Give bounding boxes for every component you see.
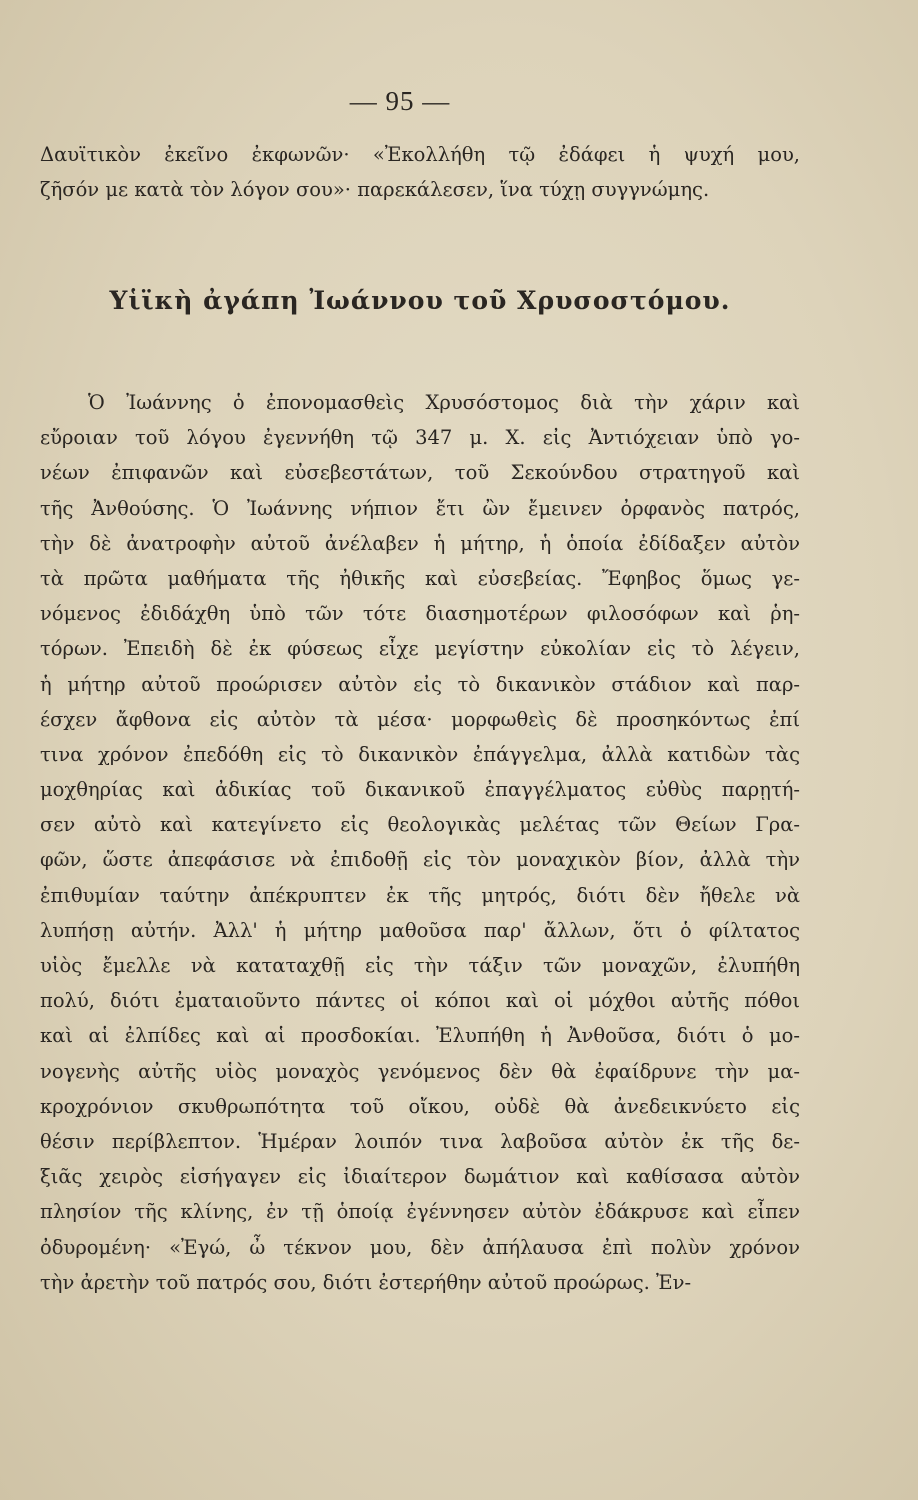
text-line: θέσιν περίβλεπτον. Ἡμέραν λοιπόν τινα λαβοῦσα αὐτὸν ἐκ τῆς δε- [40,1129,800,1153]
text-line: υἱὸς ἔμελλε νὰ καταταχθῇ εἰς τὴν τάξιν τῶν μοναχῶν, ἐλυπήθη [40,954,800,977]
text-line: νέων ἐπιφανῶν καὶ εὐσεβεστάτων, τοῦ Σεκούνδου στρατηγοῦ καὶ [40,461,800,485]
text-line: εὔροιαν τοῦ λόγου ἐγεννήθη τῷ 347 μ. Χ. εἰς Ἀντιόχειαν ὑπὸ γο- [40,426,800,450]
page-number: — 95 — [349,86,451,116]
text-line: τὴν ἀρετὴν τοῦ πατρός σου, διότι ἐστερήθην αὐτοῦ προώρως. Ἐν- [40,1270,692,1294]
text-line: ἡ μήτηρ αὐτοῦ προώρισεν αὐτὸν εἰς τὸ δικανικὸν στάδιον καὶ παρ- [40,672,800,696]
text-line: έσχεν ἄφθονα εἰς αὐτὸν τὰ μέσα· μορφωθεὶς δὲ προσηκόντως ἐπί [40,707,800,731]
text-line: λυπήσῃ αὐτήν. Ἀλλ' ἡ μήτηρ μαθοῦσα παρ' ἄλλων, ὅτι ὁ φίλτατος [40,918,800,942]
text-line: ἐπιθυμίαν ταύτην ἀπέκρυπτεν ἐκ τῆς μητρός, διότι δὲν ἤθελε νὰ [40,883,800,907]
continuation-paragraph [40,137,800,207]
section-heading: Υἱϊκὴ ἀγάπη Ἰωάννου τοῦ Χρυσοστόμου. [109,286,731,315]
body-paragraph [40,385,800,1300]
text-line: τὴν δὲ ἀνατροφὴν αὐτοῦ ἀνέλαβεν ἡ μήτηρ, ἡ ὁποία ἐδίδαξεν αὐτὸν [40,531,800,555]
text-line: φῶν, ὥστε ἀπεφάσισε νὰ ἐπιδοθῇ εἰς τὸν μοναχικὸν βίον, ἀλλὰ τὴν [40,848,800,872]
text-line: νόμενος ἐδιδάχθη ὑπὸ τῶν τότε διασημοτέρων φιλοσόφων καὶ ῥη- [40,602,800,626]
text-line: μοχθηρίας καὶ ἀδικίας τοῦ δικανικοῦ ἐπαγγέλματος εὐθὺς παρῃτή- [40,778,800,802]
text-line: τὰ πρῶτα μαθήματα τῆς ἠθικῆς καὶ εὐσεβείας. Ἔφηβος ὅμως γε- [40,566,800,590]
text-line: τινα χρόνον ἐπεδόθη εἰς τὸ δικανικὸν ἐπάγγελμα, ἀλλὰ κατιδὼν τὰς [40,742,800,766]
text-line: καὶ αἱ ἐλπίδες καὶ αἱ προσδοκίαι. Ἐλυπήθη ἡ Ἀνθοῦσα, διότι ὁ μο- [40,1024,800,1048]
text-line: πλησίον τῆς κλίνης, ἐν τῇ ὁποίᾳ ἐγέννησεν αὐτὸν ἐδάκρυσε καὶ εἶπεν [40,1200,800,1224]
text-line: σεν αὐτὸ καὶ κατεγίνετο εἰς θεολογικὰς μελέτας τῶν Θείων Γρα- [40,813,800,837]
text-line: τῆς Ἀνθούσης. Ὁ Ἰωάννης νήπιον ἔτι ὢν ἔμεινεν ὀρφανὸς πατρός, [40,496,800,520]
text-line: πολύ, διότι ἐματαιοῦντο πάντες οἱ κόποι καὶ οἱ μόχθοι αὐτῆς πόθοι [40,989,800,1013]
text-line: Δαυϊτικὸν ἐκεῖνο ἐκφωνῶν· «Ἐκολλήθη τῷ ἐδάφει ἡ ψυχή μου, [40,143,800,166]
text-line: κροχρόνιον σκυθρωπότητα τοῦ οἴκου, οὐδὲ θὰ ἀνεδεικνύετο εἰς [40,1094,800,1118]
text-line: ξιᾶς χειρὸς εἰσήγαγεν εἰς ἰδιαίτερον δωμάτιον καὶ καθίσασα αὐτὸν [40,1165,800,1189]
text-line: ὀδυρομένη· «Ἐγώ, ὦ τέκνον μου, δὲν ἀπήλαυσα ἐπὶ πολὺν χρόνον [40,1235,800,1259]
text-line: νογενὴς αὐτῆς υἱὸς μοναχὸς γενόμενος δὲν θὰ ἐφαίδρυνε τὴν μα- [40,1059,800,1083]
text-line: Ὁ Ἰωάννης ὁ ἐπονομασθεὶς Χρυσόστομος διὰ τὴν χάριν καὶ [88,391,800,414]
text-line: τόρων. Ἐπειδὴ δὲ ἐκ φύσεως εἶχε μεγίστην εὐκολίαν εἰς τὸ λέγειν, [40,637,800,661]
text-line: ζῆσόν με κατὰ τὸν λόγον σου»· παρεκάλεσεν, ἵνα τύχῃ συγγνώμης. [40,178,710,202]
